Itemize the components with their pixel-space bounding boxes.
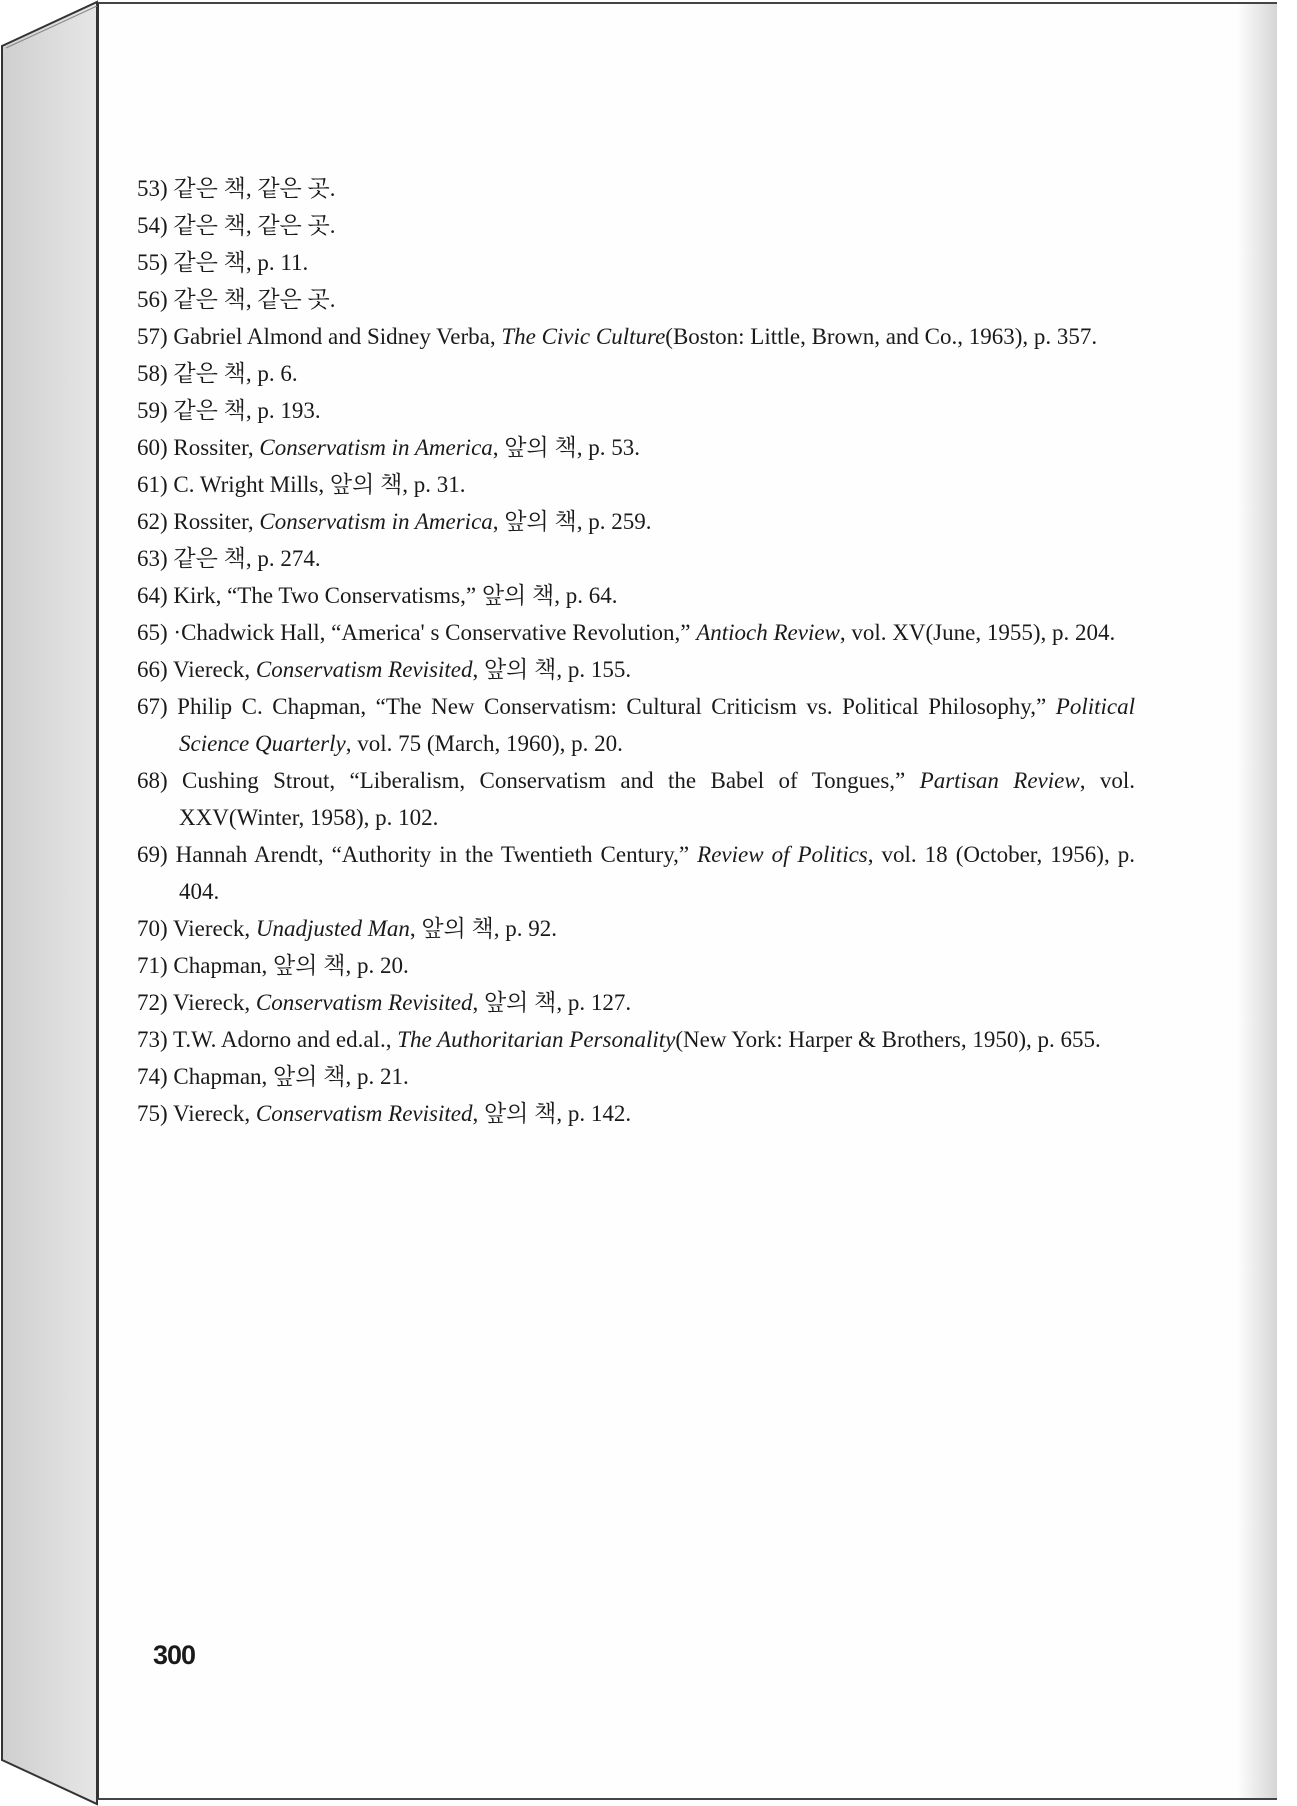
footnote bbox=[137, 503, 1135, 540]
footnote-text: , 앞의 책, p. 155. bbox=[472, 657, 632, 682]
footnote bbox=[137, 355, 1135, 392]
footnote-text: 57) Gabriel Almond and Sidney Verba, bbox=[137, 324, 502, 349]
footnote bbox=[137, 318, 1135, 355]
footnote-title: Conservatism in America bbox=[259, 509, 493, 534]
footnote-text: , 앞의 책, p. 127. bbox=[472, 990, 632, 1015]
footnote bbox=[137, 1058, 1135, 1095]
footnote bbox=[137, 207, 1135, 244]
footnote-title: Antioch Review bbox=[696, 620, 840, 645]
footnote-text: 59) 같은 책, p. 193. bbox=[137, 398, 321, 423]
footnote-text: 68) Cushing Strout, “Liberalism, Conservatism and the Babel of Tongues,” bbox=[137, 768, 920, 793]
footnote-text: , vol. XV(June, 1955), p. 204. bbox=[839, 620, 1116, 645]
footnote-text: 73) T.W. Adorno and ed.al., bbox=[137, 1027, 398, 1052]
footnote bbox=[137, 614, 1135, 651]
footnote-text: 69) Hannah Arendt, “Authority in the Twentieth Century,” bbox=[137, 842, 698, 867]
footnote bbox=[137, 281, 1135, 318]
footnote-text: , vol. 18 (October, 1956), p. 404. bbox=[179, 842, 1135, 904]
footnote-text: (New York: Harper & Brothers, 1950), p. 655. bbox=[675, 1027, 1101, 1052]
footnote bbox=[137, 836, 1135, 910]
footnote-text: , 앞의 책, p. 53. bbox=[492, 435, 640, 460]
footnote-text: 58) 같은 책, p. 6. bbox=[137, 361, 298, 386]
footnote-title: Conservatism in America bbox=[259, 435, 493, 460]
footnote-text: 66) Viereck, bbox=[137, 657, 256, 682]
footnote bbox=[137, 170, 1135, 207]
footnote-text: 54) 같은 책, 같은 곳. bbox=[137, 213, 336, 238]
footnote-title: Partisan Review bbox=[919, 768, 1080, 793]
footnote-text: , vol. 75 (March, 1960), p. 20. bbox=[345, 731, 623, 756]
footnote-title: Political Science Quarterly bbox=[179, 694, 1135, 756]
footnote bbox=[137, 984, 1135, 1021]
page-number: 300 bbox=[153, 1640, 196, 1670]
footnote-text: , 앞의 책, p. 259. bbox=[492, 509, 652, 534]
footnote-text: 70) Viereck, bbox=[137, 916, 256, 941]
footnote bbox=[137, 392, 1135, 429]
footnote-title: Conservatism Revisited bbox=[255, 1101, 473, 1126]
footnote-text: 60) Rossiter, bbox=[137, 435, 260, 460]
footnote-text: (Boston: Little, Brown, and Co., 1963), p. 357. bbox=[665, 324, 1098, 349]
footnote bbox=[137, 429, 1135, 466]
footnote-title: Conservatism Revisited bbox=[255, 657, 473, 682]
footnote-title: Review of Politics bbox=[697, 842, 868, 867]
page-edge-shade bbox=[1237, 4, 1277, 1798]
footnote bbox=[137, 466, 1135, 503]
footnote-text: 71) Chapman, 앞의 책, p. 20. bbox=[137, 953, 409, 978]
footnote bbox=[137, 651, 1135, 688]
footnote bbox=[137, 540, 1135, 577]
footnote-text: 63) 같은 책, p. 274. bbox=[137, 546, 321, 571]
footnote-title: The Authoritarian Personality bbox=[397, 1027, 676, 1052]
footnote bbox=[137, 577, 1135, 614]
footnote-text: , 앞의 책, p. 142. bbox=[472, 1101, 632, 1126]
footnote-text: 53) 같은 책, 같은 곳. bbox=[137, 176, 336, 201]
footnote bbox=[137, 762, 1135, 836]
footnote-text: 62) Rossiter, bbox=[137, 509, 260, 534]
footnote-text: 67) Philip C. Chapman, “The New Conservatism: Cultural Criticism vs. Political Philosophy,” bbox=[137, 694, 1056, 719]
footnote-title: Unadjusted Man bbox=[255, 916, 410, 941]
footnote-text: 55) 같은 책, p. 11. bbox=[137, 250, 309, 275]
footnotes-list bbox=[137, 170, 1135, 1132]
footnote bbox=[137, 244, 1135, 281]
footnote bbox=[137, 910, 1135, 947]
footnote-text: 75) Viereck, bbox=[137, 1101, 256, 1126]
footnote-text: , vol. XXV(Winter, 1958), p. 102. bbox=[179, 768, 1136, 830]
footnote-text: 74) Chapman, 앞의 책, p. 21. bbox=[137, 1064, 409, 1089]
footnote bbox=[137, 947, 1135, 984]
footnote bbox=[137, 1021, 1135, 1058]
footnote-title: Conservatism Revisited bbox=[255, 990, 473, 1015]
footnote-title: The Civic Culture bbox=[501, 324, 666, 349]
footnote-text: , 앞의 책, p. 92. bbox=[409, 916, 558, 941]
footnote-text: 64) Kirk, “The Two Conservatisms,” 앞의 책, p. 64. bbox=[137, 583, 618, 608]
footnote-text: 65) ·Chadwick Hall, “America' s Conservative Revolution,” bbox=[137, 620, 697, 645]
footnote-text: 72) Viereck, bbox=[137, 990, 256, 1015]
footnote-text: 61) C. Wright Mills, 앞의 책, p. 31. bbox=[137, 472, 466, 497]
footnote-text: 56) 같은 책, 같은 곳. bbox=[137, 287, 336, 312]
footnote bbox=[137, 688, 1135, 762]
footnote bbox=[137, 1095, 1135, 1132]
